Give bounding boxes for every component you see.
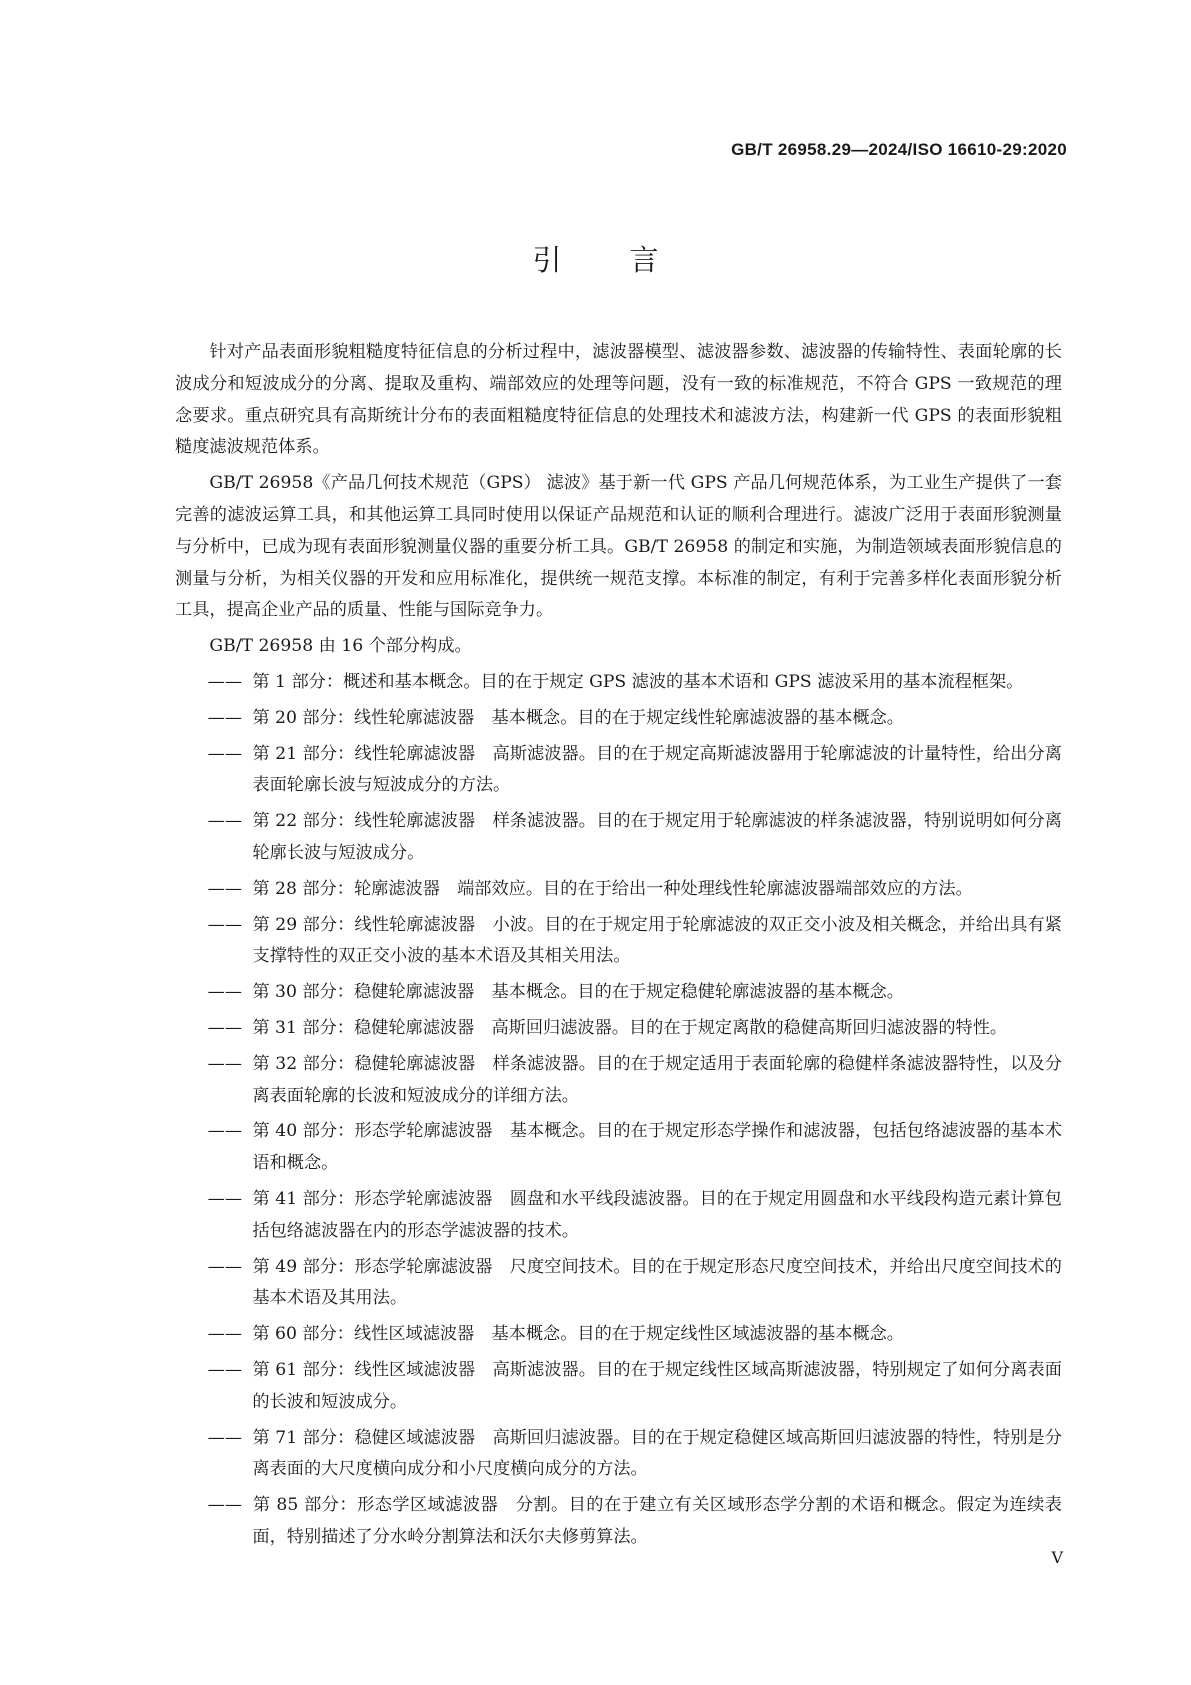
paragraph: GB/T 26958 由 16 个部分构成。 <box>209 636 472 657</box>
list-item: —— 第 61 部分：线性区域滤波器 高斯滤波器。目的在于规定线性区域高斯滤波器，特别规定了如何分离表面的长波和短波成分。 <box>208 1355 1062 1419</box>
dash-marker: —— <box>207 1427 243 1448</box>
dash-marker: —— <box>207 743 243 764</box>
list-item: —— 第 22 部分：线性轮廓滤波器 样条滤波器。目的在于规定用于轮廓滤波的样条滤波器，特别说明如何分离轮廓长波与短波成分。 <box>208 806 1062 870</box>
dash-marker: —— <box>207 811 243 832</box>
list-item: —— 第 41 部分：形态学轮廓滤波器 圆盘和水平线段滤波器。目的在于规定用圆盘和水平线段构造元素计算包括包络滤波器在内的形态学滤波器的技术。 <box>208 1184 1062 1248</box>
list-item: —— 第 21 部分：线性轮廓滤波器 高斯滤波器。目的在于规定高斯滤波器用于轮廓滤波的计量特性，给出分离表面轮廓长波与短波成分的方法。 <box>208 739 1062 803</box>
standard-code: GB/T 26958.29—2024/ISO 16610-29:2020 <box>731 140 1067 159</box>
dash-marker: —— <box>207 878 243 899</box>
list-item: —— 第 49 部分：形态学轮廓滤波器 尺度空间技术。目的在于规定形态尺度空间技术，并给出尺度空间技术的基本术语及其用法。 <box>208 1252 1062 1316</box>
list-item: —— 第 32 部分：稳健轮廓滤波器 样条滤波器。目的在于规定适用于表面轮廓的稳健样条滤波器特性，以及分离表面轮廓的长波和短波成分的详细方法。 <box>208 1049 1062 1113</box>
dash-marker: —— <box>207 982 243 1003</box>
document-body <box>175 337 1062 1558</box>
dash-marker: —— <box>207 1188 243 1209</box>
dash-marker: —— <box>207 1121 243 1142</box>
dash-marker: —— <box>207 1053 243 1074</box>
dash-marker: —— <box>207 914 243 935</box>
dash-marker: —— <box>207 671 243 692</box>
list-item: —— 第 1 部分：概述和基本概念。目的在于规定 GPS 滤波的基本术语和 GPS 滤波采用的基本流程框架。 <box>208 667 1062 699</box>
paragraph: GB/T 26958《产品几何技术规范（GPS） 滤波》基于新一代 GPS 产品几何规范体系，为工业生产提供了一套完善的滤波运算工具，和其他运算工具同时使用以保证产品规范和认证的顺利合理进行。滤波广泛用于表面形貌测量与分析中，已成为现有表面形貌测量仪器的重要分析工具。GB/T 26958 的制定和实施，为制造领域表面形貌信息的测量与分析，为相关仪器的开发和应用标准化，提供统一规范支撑。本标准的制定，有利于完善多样化表面形貌分析工具，提高企业产品的质量、性能与国际竞争力。 <box>175 473 1062 621</box>
dash-marker: —— <box>207 1256 243 1277</box>
list-item: —— 第 71 部分：稳健区域滤波器 高斯回归滤波器。目的在于规定稳健区域高斯回归滤波器的特性，特别是分离表面的大尺度横向成分和小尺度横向成分的方法。 <box>208 1423 1062 1487</box>
list-item: —— 第 60 部分：线性区域滤波器 基本概念。目的在于规定线性区域滤波器的基本概念。 <box>208 1319 1062 1351</box>
dash-marker: —— <box>207 707 243 728</box>
dash-marker: —— <box>207 1495 243 1516</box>
list-item: —— 第 40 部分：形态学轮廓滤波器 基本概念。目的在于规定形态学操作和滤波器，包括包络滤波器的基本术语和概念。 <box>208 1116 1062 1180</box>
page-number: V <box>1051 1548 1063 1567</box>
paragraph: 针对产品表面形貌粗糙度特征信息的分析过程中，滤波器模型、滤波器参数、滤波器的传输特性、表面轮廓的长波成分和短波成分的分离、提取及重构、端部效应的处理等问题，没有一致的标准规范，不符合 GPS 一致规范的理念要求。重点研究具有高斯统计分布的表面粗糙度特征信息的处理技术和滤波方法，构建新一代 GPS 的表面形貌粗糙度滤波规范体系。 <box>175 342 1062 458</box>
list-item: —— 第 29 部分：线性轮廓滤波器 小波。目的在于规定用于轮廓滤波的双正交小波及相关概念，并给出具有紧支撑特性的双正交小波的基本术语及其相关用法。 <box>208 910 1062 974</box>
list-item: —— 第 85 部分：形态学区域滤波器 分割。目的在于建立有关区域形态学分割的术语和概念。假定为连续表面，特别描述了分水岭分割算法和沃尔夫修剪算法。 <box>208 1490 1062 1554</box>
page-title: 引言 <box>532 243 727 277</box>
list-item: —— 第 28 部分：轮廓滤波器 端部效应。目的在于给出一种处理线性轮廓滤波器端部效应的方法。 <box>208 874 1062 906</box>
list-item: —— 第 31 部分：稳健轮廓滤波器 高斯回归滤波器。目的在于规定离散的稳健高斯回归滤波器的特性。 <box>208 1013 1062 1045</box>
list-item: —— 第 20 部分：线性轮廓滤波器 基本概念。目的在于规定线性轮廓滤波器的基本概念。 <box>208 703 1062 735</box>
parts-list <box>175 667 1062 1554</box>
dash-marker: —— <box>207 1017 243 1038</box>
dash-marker: —— <box>207 1359 243 1380</box>
list-item: —— 第 30 部分：稳健轮廓滤波器 基本概念。目的在于规定稳健轮廓滤波器的基本概念。 <box>208 977 1062 1009</box>
dash-marker: —— <box>207 1324 243 1345</box>
